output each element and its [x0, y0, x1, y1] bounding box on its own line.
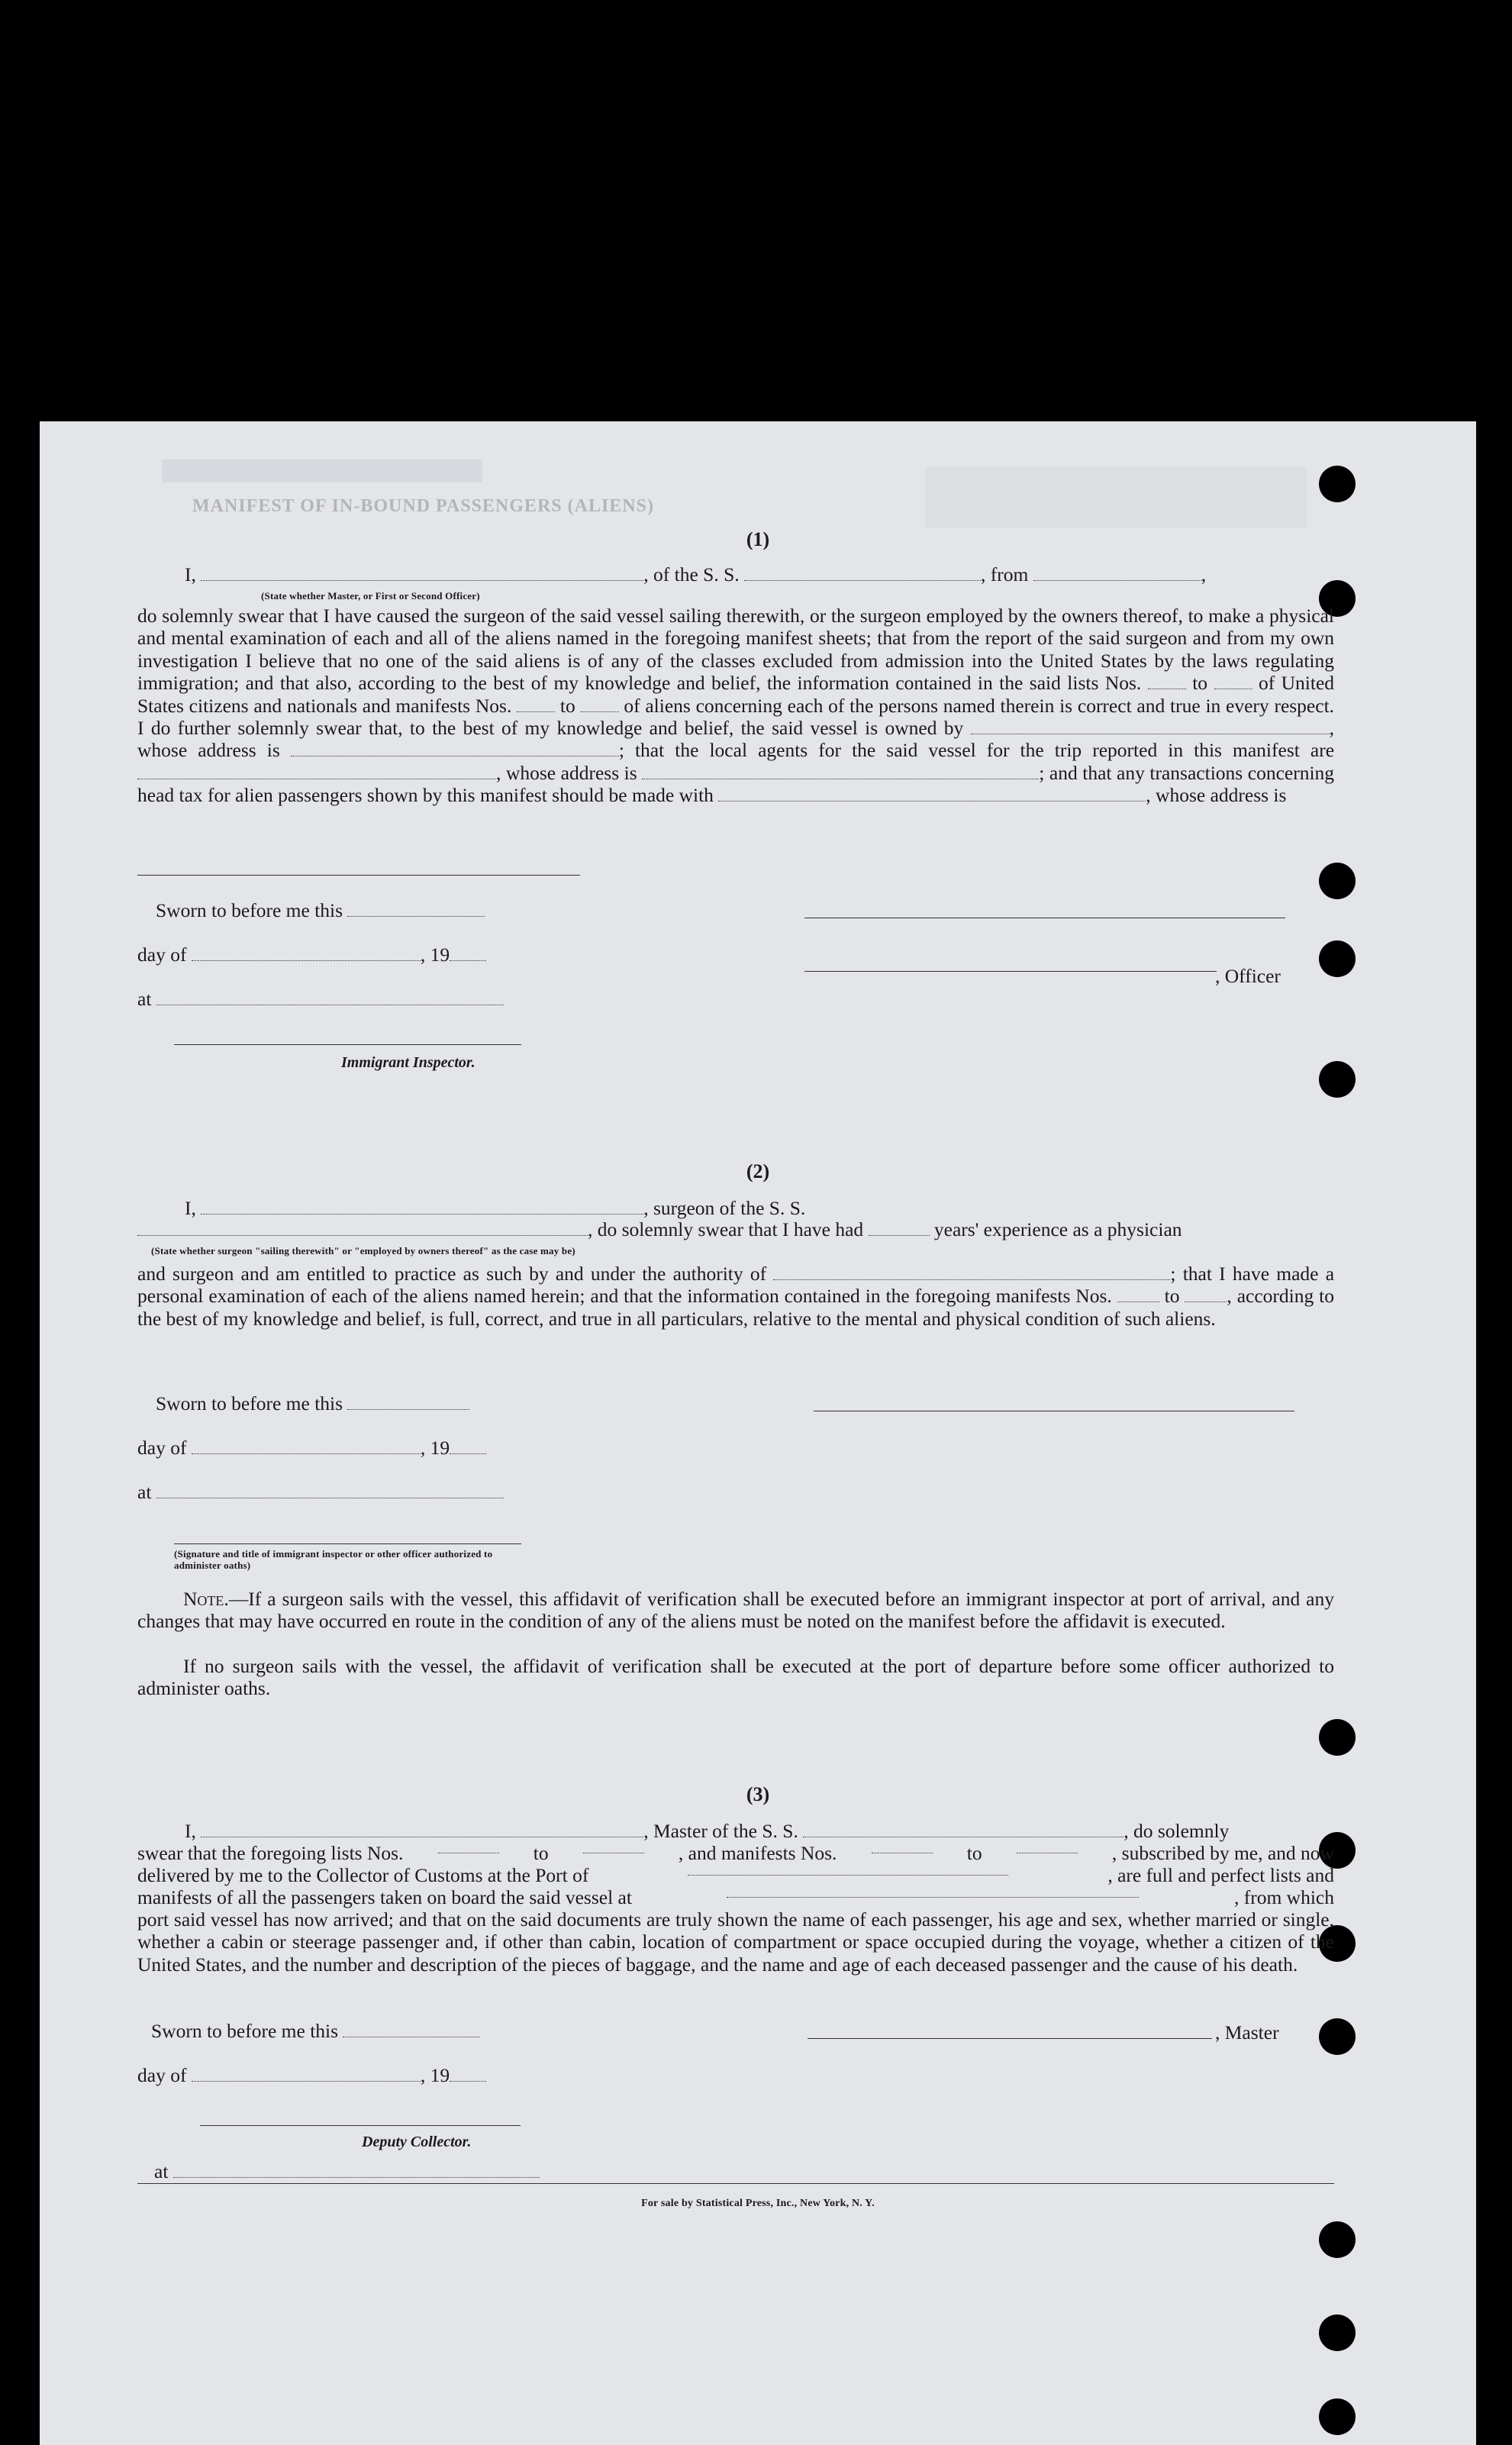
- label-from-which: , from which: [1233, 1886, 1334, 1908]
- punch-hole: [1319, 2398, 1356, 2435]
- section2-text-b: that I have made a personal examination of each of the aliens named herein; and that the information contained in the foregoing manifests Nos.: [137, 1263, 1335, 1308]
- faded-stamp-left: [162, 460, 482, 482]
- manifests-to-blank[interactable]: [581, 701, 619, 712]
- label-subscribed: , subscribed by me, and now: [1111, 1842, 1334, 1864]
- officer-signature-line[interactable]: [804, 971, 1217, 972]
- sworn-day-blank[interactable]: [343, 2026, 480, 2037]
- label-day-of: day of: [137, 2064, 187, 2086]
- section1-text-d: that the local agents for the said vessel for the trip reported in this manifest are: [634, 739, 1335, 762]
- owner-blank[interactable]: [971, 723, 1330, 734]
- label-whose-address: , whose address is: [137, 717, 1334, 762]
- section3-line-2: [137, 1842, 1334, 1864]
- label-manifests-taken: manifests of all the passengers taken on board the said vessel at: [137, 1886, 632, 1908]
- section1-text-a: do solemnly swear that I have caused the surgeon of the said vessel sailing therewith, or the surgeon employed by the owners thereof, to make a physical and mental examination of each and all of the aliens named in the foregoing manifest sheets; that from the report of the said surgeon and from my own investigation I believe that no one of the said aliens is of any of the classes excluded from admission into the United States by the laws regulating immigration; and that also, according to the best of my knowledge and belief, the information contained in the said lists Nos.: [137, 605, 1334, 695]
- label-do-solemnly: , do solemnly: [1124, 1820, 1230, 1842]
- label-19: , 19: [420, 2064, 450, 2086]
- month-blank[interactable]: [192, 1443, 421, 1454]
- punch-hole: [1319, 2314, 1356, 2351]
- punch-hole: [1319, 2221, 1356, 2258]
- place-blank[interactable]: [156, 994, 504, 1005]
- signature-hint: (Signature and title of immigrant inspector or other officer authorized to administer oaths): [174, 1548, 493, 1571]
- at-line-3: [154, 2160, 540, 2182]
- inspector-signature-line[interactable]: [174, 1044, 521, 1045]
- label-at: at: [137, 988, 152, 1010]
- manifests-from-blank[interactable]: [1117, 1291, 1159, 1302]
- sworn-line-1: [156, 899, 485, 921]
- day-of-line-3: [137, 2064, 486, 2086]
- manifests-to-blank[interactable]: [1017, 1842, 1078, 1853]
- manifests-to-blank[interactable]: [1185, 1291, 1227, 1302]
- label-to: to: [966, 1842, 982, 1864]
- agents-blank[interactable]: [137, 768, 496, 779]
- section2-text-c: , according to the best of my knowledge and belief, is full, correct, and true in all particulars, relative to the mental and physical condition of such aliens.: [137, 1285, 1335, 1330]
- label-master-of: , Master of the S. S.: [643, 1820, 798, 1842]
- month-blank[interactable]: [192, 950, 421, 961]
- section1-text-c: of aliens concerning each of the persons named therein is correct and true in every respect. I do further solemnly swear that, to the best of my knowledge and belief, the said vessel is owned by: [137, 694, 1335, 740]
- boarding-port-blank[interactable]: [727, 1886, 1139, 1898]
- lists-from-blank[interactable]: [438, 1842, 499, 1853]
- label-i: I,: [185, 1197, 196, 1219]
- immigrant-inspector-label: Immigrant Inspector.: [341, 1054, 476, 1071]
- section3-line-1-a: [137, 1820, 1229, 1842]
- section2-first-line: [185, 1197, 1337, 1219]
- label-at: at: [137, 1481, 152, 1503]
- semicolon: ;: [618, 739, 624, 762]
- note-label: Note.: [183, 1588, 229, 1610]
- label-years: years' experience as a physician: [933, 1218, 1182, 1240]
- label-from: , from: [981, 563, 1029, 585]
- manifests-from-blank[interactable]: [517, 701, 555, 712]
- semicolon: ;: [1170, 1263, 1176, 1285]
- officer-label: , Officer: [1215, 965, 1281, 987]
- officer-hint: (State whether Master, or First or Second Officer): [261, 590, 480, 602]
- section-number-3: (3): [746, 1783, 770, 1805]
- manifests-from-blank[interactable]: [872, 1842, 933, 1853]
- section3-line-3: [137, 1864, 1334, 1886]
- sworn-line-2: [156, 1392, 469, 1414]
- years-blank[interactable]: [869, 1224, 930, 1236]
- label-surgeon-of: , surgeon of the S. S.: [643, 1197, 806, 1219]
- head-tax-agent-blank[interactable]: [718, 790, 1146, 802]
- label-delivered: delivered by me to the Collector of Customs at the Port of: [137, 1864, 589, 1886]
- port-blank[interactable]: [688, 1864, 1008, 1876]
- form-page: [40, 421, 1476, 2445]
- day-of-line-1: [137, 943, 486, 966]
- punch-hole: [1319, 863, 1356, 899]
- section1-text-b: of United States citizens and nationals and manifests Nos.: [137, 672, 1335, 717]
- comma: ,: [1201, 563, 1207, 585]
- section-number-2: (2): [746, 1160, 770, 1182]
- faded-stamp-right: [925, 467, 1307, 528]
- master-name-blank[interactable]: [201, 1826, 643, 1837]
- label-full-perfect: , are full and perfect lists and: [1107, 1864, 1334, 1886]
- at-line-1: [137, 988, 504, 1010]
- master-signature-line[interactable]: [808, 2038, 1212, 2039]
- year-blank[interactable]: [450, 950, 486, 961]
- surgeon-vessel-blank[interactable]: [137, 1224, 588, 1236]
- label-manifests: , and manifests Nos.: [678, 1842, 837, 1864]
- section3-paragraph: port said vessel has now arrived; and that on the said documents are truly shown the name of each passenger, his age and sex, whether married or single, whether a cabin or steerage passenger and, if other than cabin, location of compartment or space occupied during the voyage, whether a citizen of the United States, and the number and description of the pieces of baggage, and the name and age of each deceased passenger and the cause of his death.: [137, 1908, 1334, 1976]
- day-of-line-2: [137, 1437, 486, 1459]
- address-line[interactable]: [137, 875, 580, 876]
- footer-rule: [137, 2183, 1334, 2184]
- note-paragraph-2: If no surgeon sails with the vessel, the affidavit of verification shall be executed at the port of departure before some officer authorized to administer oaths.: [137, 1655, 1334, 1700]
- vessel-name-blank[interactable]: [803, 1826, 1124, 1837]
- vessel-name-blank[interactable]: [744, 569, 981, 581]
- label-sworn: Sworn to before me this: [156, 1392, 343, 1414]
- place-blank[interactable]: [156, 1487, 504, 1498]
- month-blank[interactable]: [192, 2070, 421, 2082]
- label-at: at: [154, 2160, 169, 2182]
- owner-address-blank[interactable]: [291, 745, 619, 756]
- label-sworn: Sworn to before me this: [151, 2020, 339, 2042]
- label-swear-lists: swear that the foregoing lists Nos.: [137, 1842, 404, 1864]
- section2-text-a: and surgeon and am entitled to practice as such by and under the authority of: [137, 1263, 767, 1285]
- label-of-ss: , of the S. S.: [643, 563, 740, 585]
- punch-hole: [1319, 940, 1356, 977]
- deputy-signature-line[interactable]: [200, 2125, 521, 2126]
- label-to: to: [533, 1842, 549, 1864]
- surgeon-name-blank[interactable]: [201, 1203, 643, 1214]
- lists-to-blank[interactable]: [583, 1842, 644, 1853]
- punch-hole: [1319, 1061, 1356, 1098]
- sworn-day-blank[interactable]: [347, 905, 485, 917]
- place-blank[interactable]: [173, 2166, 540, 2178]
- label-day-of: day of: [137, 943, 187, 966]
- inspector-signature-line-2[interactable]: [174, 1543, 521, 1544]
- section3-line-1: [137, 1820, 1334, 1842]
- label-whose-address: , whose address is: [1146, 784, 1287, 807]
- punch-hole: [1319, 2018, 1356, 2055]
- punch-hole: [1319, 466, 1356, 502]
- label-i: I,: [185, 563, 196, 585]
- label-i: I,: [185, 1820, 196, 1842]
- label-to: to: [1164, 1285, 1180, 1308]
- section3-line-4: [137, 1886, 1334, 1908]
- deputy-collector-label: Deputy Collector.: [362, 2134, 472, 2150]
- comma: ,: [496, 761, 501, 784]
- label-swear: , do solemnly swear that I have had: [588, 1218, 864, 1240]
- year-blank[interactable]: [450, 2070, 486, 2082]
- sworn-day-blank[interactable]: [347, 1398, 469, 1410]
- label-19: , 19: [420, 1437, 450, 1459]
- authority-blank[interactable]: [773, 1269, 1170, 1280]
- officer-name-blank[interactable]: [201, 569, 643, 581]
- punch-hole: [1319, 1719, 1356, 1756]
- lists-to-blank[interactable]: [1214, 678, 1252, 689]
- label-to: to: [559, 694, 575, 717]
- at-line-2: [137, 1481, 504, 1503]
- note-paragraph: [137, 1588, 1334, 1633]
- sworn-line-3: [151, 2020, 480, 2042]
- label-19: , 19: [420, 943, 450, 966]
- year-blank[interactable]: [450, 1443, 486, 1454]
- agents-address-blank[interactable]: [642, 768, 1039, 779]
- printer-credit: For sale by Statistical Press, Inc., New York, N. Y.: [641, 2198, 875, 2209]
- label-to: to: [1192, 672, 1208, 695]
- section1-paragraph: [137, 605, 1334, 807]
- master-label: , Master: [1215, 2021, 1279, 2043]
- section1-text-e: ; and that any transactions concerning head tax for alien passengers shown by this manifest should be made with: [137, 761, 1335, 807]
- note-text: —If a surgeon sails with the vessel, this affidavit of verification shall be executed before an immigrant inspector at port of arrival, and any changes that may have occurred en route in the condition of any of the aliens must be noted on the manifest before the affidavit is executed.: [137, 1588, 1334, 1633]
- section1-first-line: [185, 563, 1337, 585]
- section2-second-line: [137, 1218, 1334, 1240]
- label-whose-address: whose address is: [505, 761, 637, 784]
- surgeon-hint: (State whether surgeon "sailing therewith" or "employed by owners thereof" as the case may be): [151, 1245, 575, 1256]
- section-number-1: (1): [746, 528, 770, 550]
- label-day-of: day of: [137, 1437, 187, 1459]
- origin-port-blank[interactable]: [1033, 569, 1201, 581]
- label-sworn: Sworn to before me this: [156, 899, 343, 921]
- section2-paragraph: [137, 1263, 1334, 1330]
- faded-header: MANIFEST OF IN-BOUND PASSENGERS (ALIENS): [192, 496, 654, 516]
- lists-from-blank[interactable]: [1148, 678, 1186, 689]
